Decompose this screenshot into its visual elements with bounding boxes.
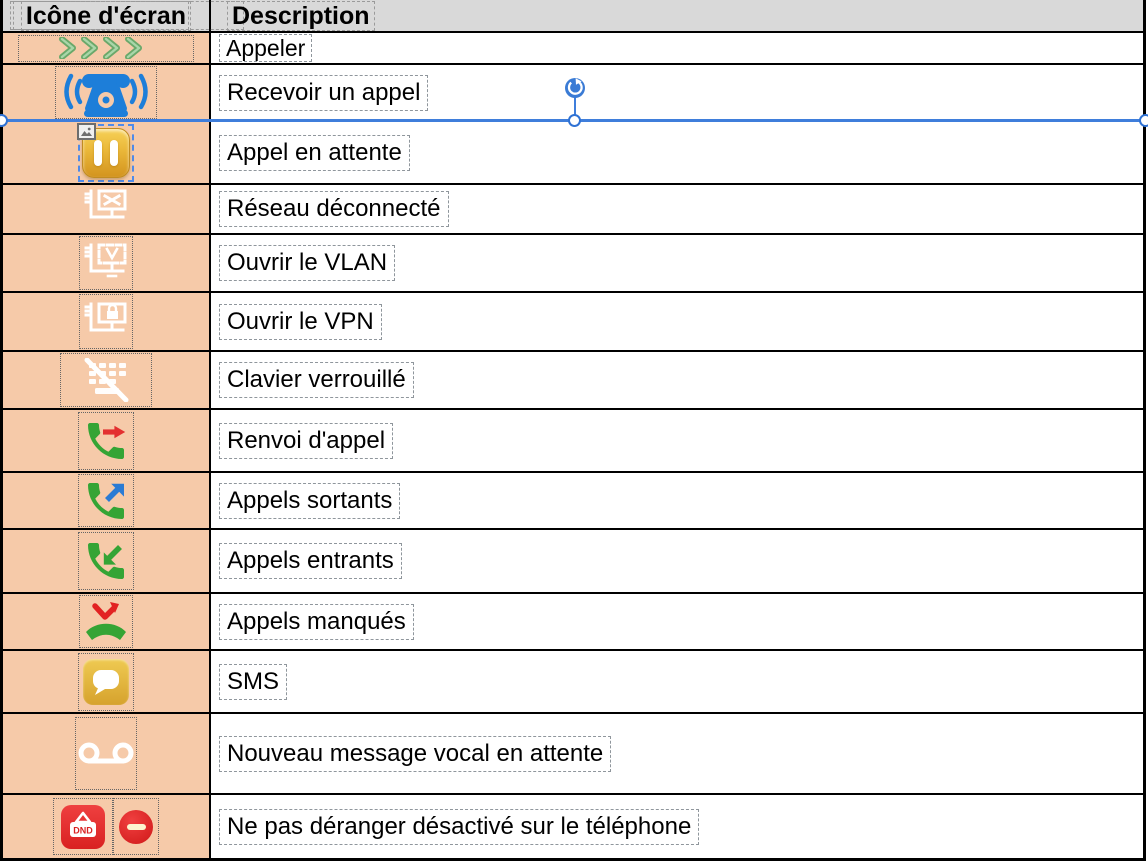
vlan-icon[interactable]	[79, 236, 133, 290]
description-text[interactable]: Appel en attente	[219, 135, 410, 171]
vpn-icon[interactable]	[79, 294, 133, 349]
table-row	[3, 651, 1143, 714]
header-cell-description	[211, 0, 1143, 31]
line-midpoint-handle[interactable]	[568, 114, 581, 127]
image-placeholder-badge-icon	[77, 123, 96, 140]
table-row	[3, 235, 1143, 293]
dnd-sign-icon[interactable]	[53, 798, 113, 855]
network-disconnected-icon[interactable]	[79, 186, 133, 232]
column-header-icone[interactable]: Icône d'écran	[21, 1, 191, 31]
table-row	[3, 594, 1143, 651]
table-row	[3, 293, 1143, 352]
description-text[interactable]: Recevoir un appel	[219, 75, 428, 111]
description-text[interactable]: Clavier verrouillé	[219, 362, 414, 398]
table-row	[3, 795, 1143, 858]
svg-text:DND: DND	[73, 825, 93, 835]
line-resize-handle-right[interactable]	[1139, 114, 1148, 127]
table-row	[3, 122, 1143, 185]
rotation-handle-icon[interactable]	[564, 77, 586, 104]
description-text[interactable]: Renvoi d'appel	[219, 423, 393, 459]
description-text[interactable]: Appels entrants	[219, 543, 402, 579]
ringing-phone-icon[interactable]	[55, 66, 157, 119]
call-chevrons-icon[interactable]	[18, 35, 194, 62]
missed-calls-icon[interactable]	[79, 595, 133, 648]
description-text[interactable]: Ouvrir le VLAN	[219, 245, 395, 281]
description-text[interactable]: SMS	[219, 664, 287, 700]
outgoing-calls-icon[interactable]	[78, 474, 134, 527]
table-row	[3, 33, 1143, 65]
text-frame-marker	[10, 1, 244, 30]
table-row	[3, 410, 1143, 473]
column-header-description[interactable]: Description	[227, 1, 375, 31]
prohibition-icon[interactable]	[113, 798, 159, 855]
sms-icon[interactable]	[78, 653, 134, 711]
description-text[interactable]: Ne pas déranger désactivé sur le téléphone	[219, 809, 699, 845]
incoming-calls-icon[interactable]	[78, 532, 134, 590]
description-text[interactable]: Appels manqués	[219, 604, 414, 640]
description-text[interactable]: Ouvrir le VPN	[219, 304, 382, 340]
table-row	[3, 473, 1143, 530]
keyboard-locked-icon[interactable]	[60, 353, 152, 407]
call-forward-icon[interactable]	[78, 412, 134, 470]
table-row	[3, 714, 1143, 795]
table-row	[3, 530, 1143, 594]
description-text[interactable]: Nouveau message vocal en attente	[219, 736, 611, 772]
table-header-row	[3, 0, 1143, 33]
description-text[interactable]: Réseau déconnecté	[219, 191, 449, 227]
description-text[interactable]: Appels sortants	[219, 483, 400, 519]
call-hold-icon[interactable]	[78, 124, 134, 182]
table-row	[3, 352, 1143, 410]
voicemail-icon[interactable]	[75, 717, 137, 790]
description-text[interactable]: Appeler	[219, 34, 312, 62]
table-row	[3, 185, 1143, 235]
